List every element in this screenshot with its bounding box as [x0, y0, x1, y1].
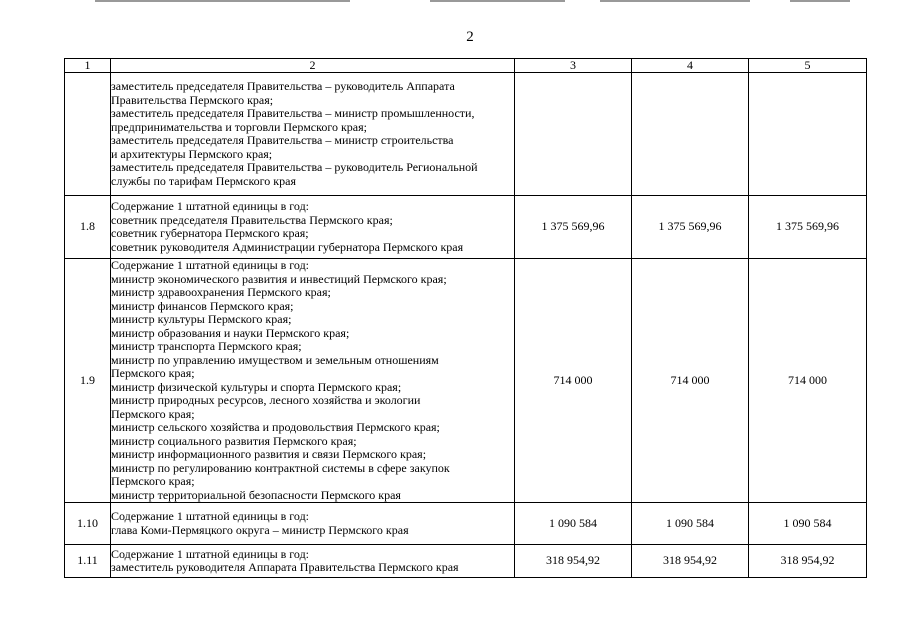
description-line: глава Коми-Пермяцкого округа – министр Пермского края [111, 522, 409, 537]
row-description [111, 503, 515, 545]
row-number [65, 73, 111, 196]
row-number: 1.11 [65, 545, 111, 578]
value-col-4 [632, 73, 749, 196]
description-line: Пермского края; [111, 406, 195, 421]
row-description [111, 545, 515, 578]
description-line: Содержание 1 штатной единицы в год: [111, 509, 310, 523]
value-col-3 [515, 73, 632, 196]
value-col-5 [749, 73, 867, 196]
description-line: министр сельского хозяйства и продовольствия Пермского края; [111, 420, 440, 434]
value-col-4: 1 090 584 [632, 503, 749, 545]
description-line: министр финансов Пермского края; [111, 298, 294, 313]
top-rule-left [95, 0, 350, 2]
description-line: заместитель председателя Правительства – руководитель Аппарата [111, 79, 455, 93]
value-col-4: 1 375 569,96 [632, 196, 749, 259]
value-col-5: 318 954,92 [749, 545, 867, 578]
description-line: Содержание 1 штатной единицы в год: [111, 199, 310, 213]
description-line: заместитель председателя Правительства – руководитель Региональной [111, 160, 478, 174]
row-number: 1.10 [65, 503, 111, 545]
description-line: министр физической культуры и спорта Пермского края; [111, 379, 402, 394]
value-col-5: 1 090 584 [749, 503, 867, 545]
table-row [65, 73, 867, 196]
description-line: Пермского края; [111, 366, 195, 380]
table-row [65, 545, 867, 578]
row-description [111, 73, 515, 196]
description-line: министр по управлению имуществом и земельным отношениям [111, 352, 439, 367]
description-line: министр информационного развития и связи Пермского края; [111, 447, 427, 461]
description-line: Содержание 1 штатной единицы в год: [111, 258, 310, 272]
column-header: 1 [65, 59, 111, 73]
description-line: советник губернатора Пермского края; [111, 226, 309, 240]
description-line: заместитель руководителя Аппарата Правительства Пермского края [111, 560, 459, 574]
description-line: министр культуры Пермского края; [111, 312, 292, 326]
row-description [111, 196, 515, 259]
column-header: 3 [515, 59, 632, 73]
description-line: советник руководителя Администрации губернатора Пермского края [111, 239, 464, 254]
description-line: службы по тарифам Пермского края [111, 173, 296, 188]
table-row [65, 196, 867, 259]
column-header: 4 [632, 59, 749, 73]
top-rule-far-right [790, 0, 850, 2]
table-row [65, 503, 867, 545]
value-col-5: 714 000 [749, 259, 867, 503]
top-rule-right [600, 0, 750, 2]
description-line: министр здравоохранения Пермского края; [111, 285, 331, 299]
column-header: 5 [749, 59, 867, 73]
row-number: 1.8 [65, 196, 111, 259]
description-line: Правительства Пермского края; [111, 92, 274, 107]
value-col-4: 318 954,92 [632, 545, 749, 578]
description-line: министр транспорта Пермского края; [111, 339, 302, 353]
value-col-3: 1 375 569,96 [515, 196, 632, 259]
description-line: министр по регулированию контрактной системы в сфере закупок [111, 460, 450, 475]
table-header-row [65, 59, 867, 73]
top-rule-mid [430, 0, 565, 2]
description-line: предпринимательства и торговли Пермского края; [111, 119, 367, 134]
description-line: министр экономического развития и инвестиций Пермского края; [111, 271, 447, 286]
description-line: министр образования и науки Пермского края; [111, 325, 350, 340]
column-header: 2 [111, 59, 515, 73]
description-line: министр территориальной безопасности Пермского края [111, 487, 401, 502]
value-col-3: 318 954,92 [515, 545, 632, 578]
value-col-3: 714 000 [515, 259, 632, 503]
description-line: и архитектуры Пермского края; [111, 146, 273, 161]
allocation-table [64, 58, 867, 578]
description-line: заместитель председателя Правительства – министр строительства [111, 133, 454, 147]
description-line: министр природных ресурсов, лесного хозяйства и экологии [111, 393, 421, 407]
description-line: министр социального развития Пермского края; [111, 433, 357, 448]
row-description [111, 259, 515, 503]
value-col-4: 714 000 [632, 259, 749, 503]
table-row [65, 259, 867, 503]
description-line: заместитель председателя Правительства – министр промышленности, [111, 106, 475, 120]
description-line: советник председателя Правительства Пермского края; [111, 212, 393, 227]
description-line: Пермского края; [111, 474, 195, 488]
value-col-3: 1 090 584 [515, 503, 632, 545]
row-number: 1.9 [65, 259, 111, 503]
description-line: Содержание 1 штатной единицы в год: [111, 546, 310, 561]
page-number: 2 [466, 29, 474, 45]
value-col-5: 1 375 569,96 [749, 196, 867, 259]
